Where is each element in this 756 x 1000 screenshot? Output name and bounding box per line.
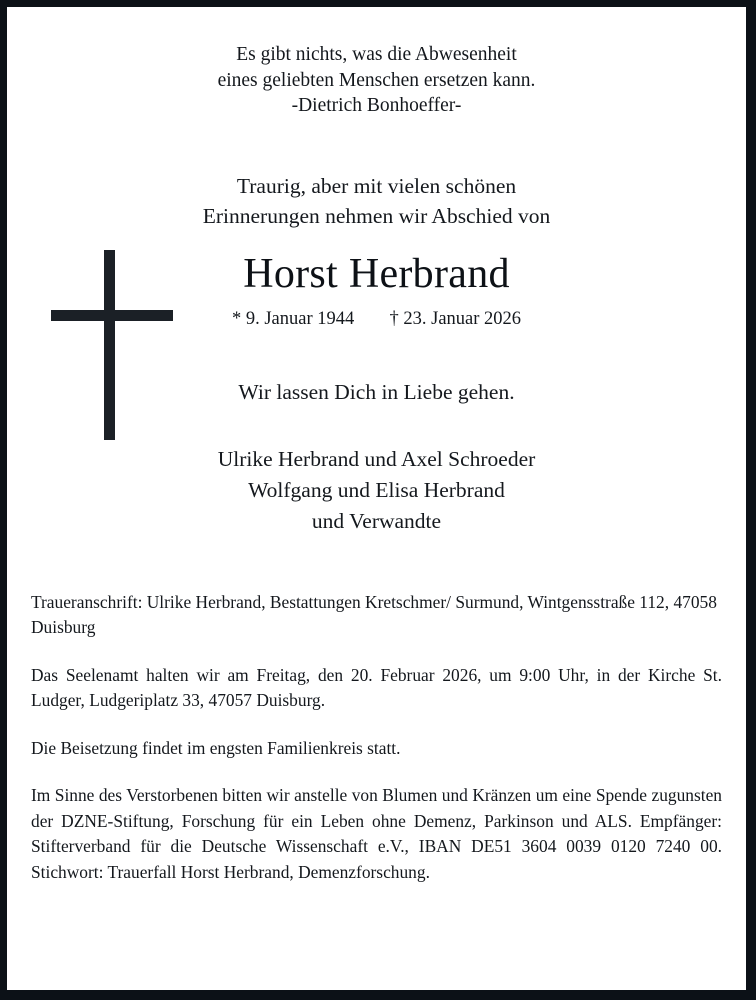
farewell-intro bbox=[7, 119, 746, 231]
death-date: 23. Januar 2026 bbox=[403, 308, 522, 329]
burial-details: Die Beisetzung findet im engsten Familienkreis statt. bbox=[31, 737, 401, 758]
deceased-name: Horst Herbrand bbox=[243, 250, 510, 297]
mourning-address: Traueranschrift: Ulrike Herbrand, Bestattungen Kretschmer/ Surmund, Wintgensstraße 112, 47058 Duisburg bbox=[31, 591, 717, 637]
quote-attribution: -Dietrich Bonhoeffer- bbox=[291, 95, 462, 116]
memorial-quote bbox=[7, 7, 746, 119]
quote-line-1: Es gibt nichts, was die Abwesenheit bbox=[236, 44, 517, 65]
cross-vertical-bar bbox=[104, 250, 115, 440]
death-symbol: † bbox=[389, 308, 399, 329]
birth-date: 9. Januar 1944 bbox=[245, 308, 355, 329]
notice-inner bbox=[7, 7, 746, 990]
birth-symbol: * bbox=[231, 308, 242, 329]
intro-line-1: Traurig, aber mit vielen schönen bbox=[236, 173, 517, 198]
quote-line-2: eines geliebten Menschen ersetzen kann. bbox=[217, 69, 536, 91]
cross-horizontal-bar bbox=[51, 310, 173, 321]
details-section bbox=[7, 590, 746, 886]
family-line-1: Ulrike Herbrand und Axel Schroeder bbox=[217, 446, 536, 471]
family-line-3: und Verwandte bbox=[311, 508, 442, 533]
service-details: Das Seelenamt halten wir am Freitag, den 20. Februar 2026, um 9:00 Uhr, in der Kirche St. Ludger, Ludgeriplatz 33, 47057 Duisburg. bbox=[31, 664, 722, 710]
donation-request: Im Sinne des Verstorbenen bitten wir anstelle von Blumen und Kränzen um eine Spende zugunsten der DZNE-Stiftung, Forschung für ein Leben ohne Demenz, Parkinson und ALS. Empfänger: Stifterverband für die Deutsche Wissenschaft e.V., IBAN DE51 3604 0039 0120 7240 00. Stichwort: Trauerfall Horst Herbrand, Demenzforschung. bbox=[31, 785, 722, 882]
intro-line-2: Erinnerungen nehmen wir Abschied von bbox=[202, 203, 551, 228]
family-line-2: Wolfgang und Elisa Herbrand bbox=[248, 477, 505, 502]
latin-cross-icon bbox=[51, 250, 181, 440]
closing-message: Wir lassen Dich in Liebe gehen. bbox=[238, 379, 515, 404]
